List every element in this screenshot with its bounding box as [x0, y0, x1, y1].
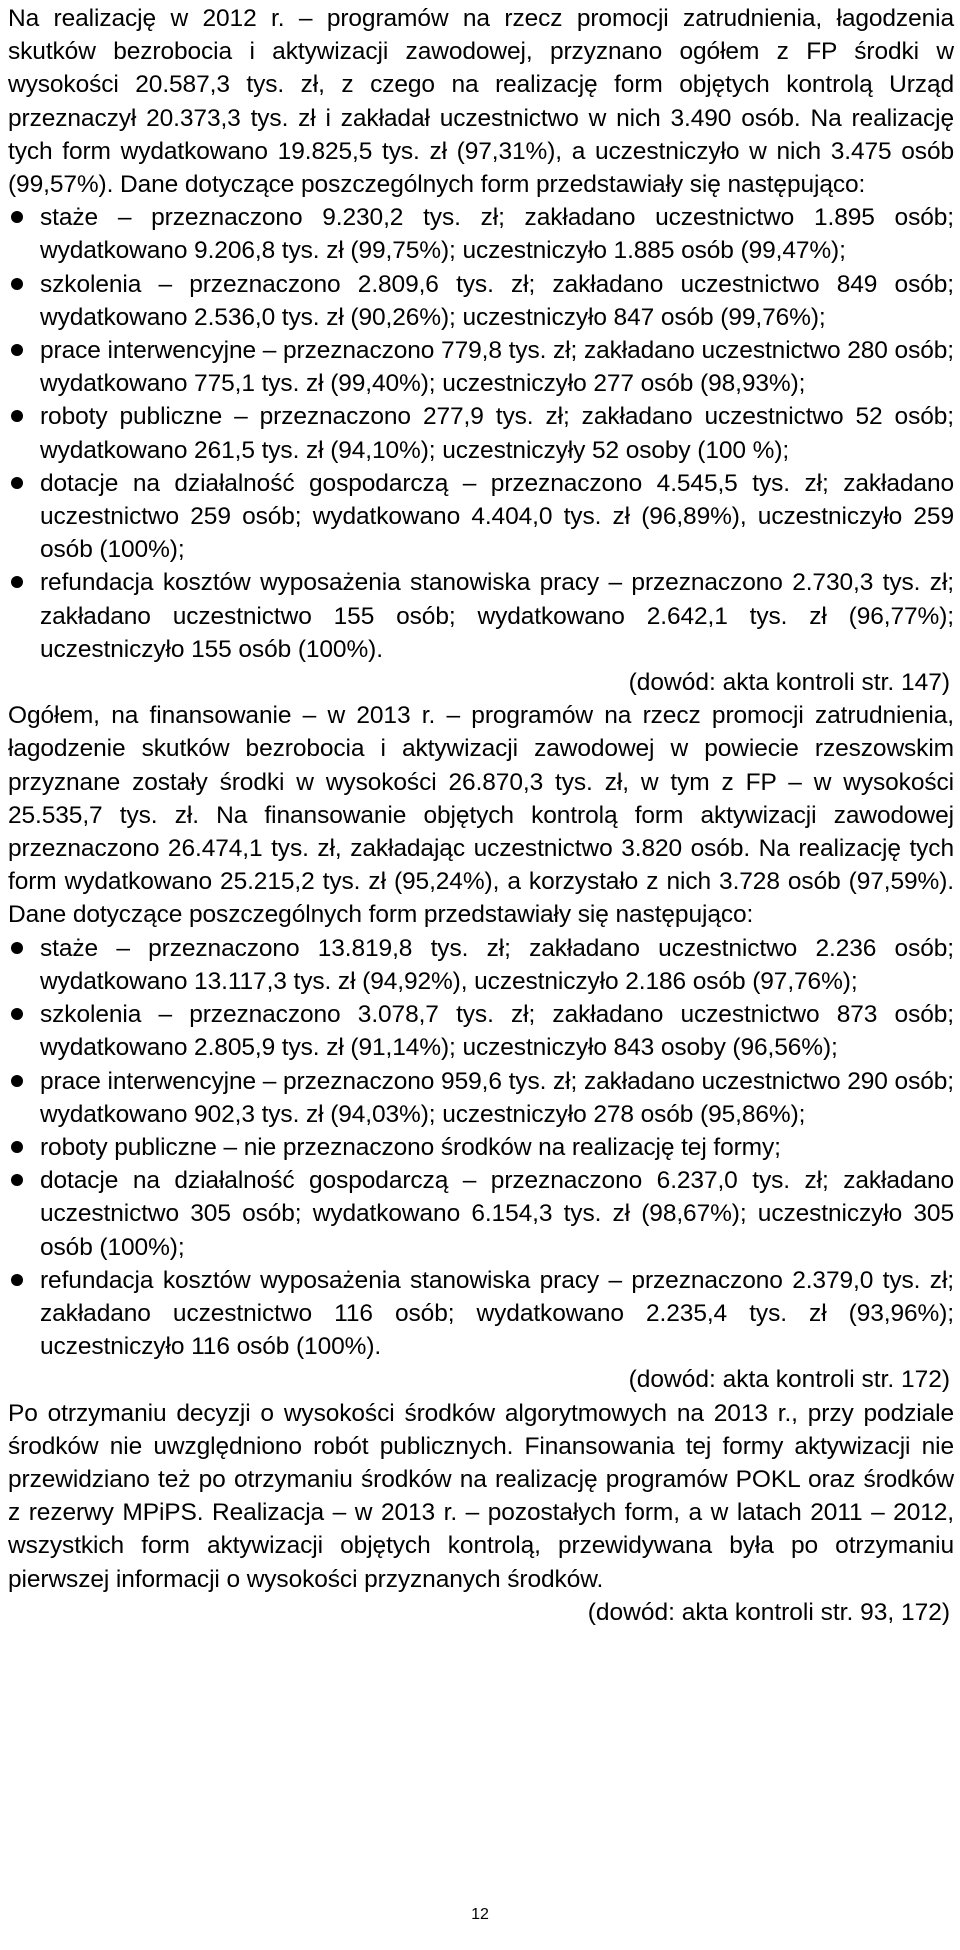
bullet-icon — [11, 410, 23, 422]
list-2012-forms — [8, 201, 954, 666]
list-2013-forms — [8, 932, 954, 1364]
evidence-reference: (dowód: akta kontroli str. 172) — [628, 1366, 950, 1394]
bullet-icon — [11, 1174, 23, 1186]
list-item: refundacja kosztów wyposażenia stanowiska pracy – przeznaczono 2.379,0 tys. zł; zakładano uczestnictwo 116 osób; wydatkowano 2.235,4 tys. zł (93,96%); uczestniczyło 116 osób (100%). — [8, 1264, 954, 1364]
list-item: dotacje na działalność gospodarczą – przeznaczono 4.545,5 tys. zł; zakładano uczestnictwo 259 osób; wydatkowano 4.404,0 tys. zł (96,89%), uczestniczyło 259 osób (100%); — [8, 467, 954, 567]
bullet-icon — [11, 477, 23, 489]
bullet-icon — [11, 942, 23, 954]
bullet-icon — [11, 1008, 23, 1020]
list-item: roboty publiczne – nie przeznaczono środków na realizację tej formy; — [8, 1131, 954, 1164]
list-item: staże – przeznaczono 9.230,2 tys. zł; zakładano uczestnictwo 1.895 osób; wydatkowano 9.206,8 tys. zł (99,75%); uczestniczyło 1.885 osób (99,47%); — [8, 201, 954, 267]
page-number: 12 — [471, 1906, 489, 1923]
paragraph-algorithm-funds: Po otrzymaniu decyzji o wysokości środków algorytmowych na 2013 r., przy podziale środków nie uwzględniono robót publicznych. Finansowania tej formy aktywizacji nie przewidziano też po otrzymaniu środków na realizację programów POKL oraz środków z rezerwy MPiPS. Realizacja – w 2013 r. – pozostałych form, a w latach 2011 – 2012, wszystkich form aktywizacji objętych kontrolą, przewidywana była po otrzymaniu pierwszej informacji o wysokości przyznanych środków. — [8, 1399, 954, 1593]
evidence-reference: (dowód: akta kontroli str. 93, 172) — [587, 1598, 950, 1626]
list-item: szkolenia – przeznaczono 3.078,7 tys. zł; zakładano uczestnictwo 873 osób; wydatkowano 2.805,9 tys. zł (91,14%); uczestniczyło 843 osoby (96,56%); — [8, 998, 954, 1064]
bullet-icon — [11, 344, 23, 356]
list-item: refundacja kosztów wyposażenia stanowiska pracy – przeznaczono 2.730,3 tys. zł; zakładano uczestnictwo 155 osób; wydatkowano 2.642,1 tys. zł (96,77%); uczestniczyło 155 osób (100%). — [8, 566, 954, 666]
bullet-icon — [11, 576, 23, 588]
bullet-icon — [11, 1075, 23, 1087]
list-item: dotacje na działalność gospodarczą – przeznaczono 6.237,0 tys. zł; zakładano uczestnictwo 305 osób; wydatkowano 6.154,3 tys. zł (98,67%); uczestniczyło 305 osób (100%); — [8, 1164, 954, 1264]
document-page — [8, 2, 954, 1629]
paragraph-2013-funding: Ogółem, na finansowanie – w 2013 r. – programów na rzecz promocji zatrudnienia, łagodzenie skutków bezrobocia i aktywizacji zawodowej w powiecie rzeszowskim przyznane zostały środki w wysokości 26.870,3 tys. zł, w tym z FP – w wysokości 25.535,7 tys. zł. Na finansowanie objętych kontrolą form aktywizacji zawodowej przeznaczono 26.474,1 tys. zł, zakładając uczestnictwo 3.820 osób. Na realizację tych form wydatkowano 25.215,2 tys. zł (95,24%), a korzystało z nich 3.728 osób (97,59%). Dane dotyczące poszczególnych form przedstawiały się następująco: — [8, 702, 954, 929]
list-item: prace interwencyjne – przeznaczono 779,8 tys. zł; zakładano uczestnictwo 280 osób; wydatkowano 775,1 tys. zł (99,40%); uczestniczyło 277 osób (98,93%); — [8, 334, 954, 400]
list-item: staże – przeznaczono 13.819,8 tys. zł; zakładano uczestnictwo 2.236 osób; wydatkowano 13.117,3 tys. zł (94,92%), uczestniczyło 2.186 osób (97,76%); — [8, 932, 954, 998]
paragraph-2012-funding: Na realizację w 2012 r. – programów na rzecz promocji zatrudnienia, łagodzenia skutków bezrobocia i aktywizacji zawodowej, przyznano ogółem z FP środki w wysokości 20.587,3 tys. zł, z czego na realizację form objętych kontrolą Urząd przeznaczył 20.373,3 tys. zł i zakładał uczestnictwo w nich 3.490 osób. Na realizację tych form wydatkowano 19.825,5 tys. zł (97,31%), a uczestniczyło w nich 3.475 osób (99,57%). Dane dotyczące poszczególnych form przedstawiały się następująco: — [8, 5, 954, 199]
bullet-icon — [11, 211, 23, 223]
list-item: szkolenia – przeznaczono 2.809,6 tys. zł; zakładano uczestnictwo 849 osób; wydatkowano 2.536,0 tys. zł (90,26%); uczestniczyło 847 osób (99,76%); — [8, 268, 954, 334]
list-item: prace interwencyjne – przeznaczono 959,6 tys. zł; zakładano uczestnictwo 290 osób; wydatkowano 902,3 tys. zł (94,03%); uczestniczyło 278 osób (95,86%); — [8, 1065, 954, 1131]
bullet-icon — [11, 278, 23, 290]
list-item: roboty publiczne – przeznaczono 277,9 tys. zł; zakładano uczestnictwo 52 osób; wydatkowano 261,5 tys. zł (94,10%); uczestniczyły 52 osoby (100 %); — [8, 400, 954, 466]
evidence-reference: (dowód: akta kontroli str. 147) — [628, 669, 950, 697]
bullet-icon — [11, 1274, 23, 1286]
bullet-icon — [11, 1141, 23, 1153]
